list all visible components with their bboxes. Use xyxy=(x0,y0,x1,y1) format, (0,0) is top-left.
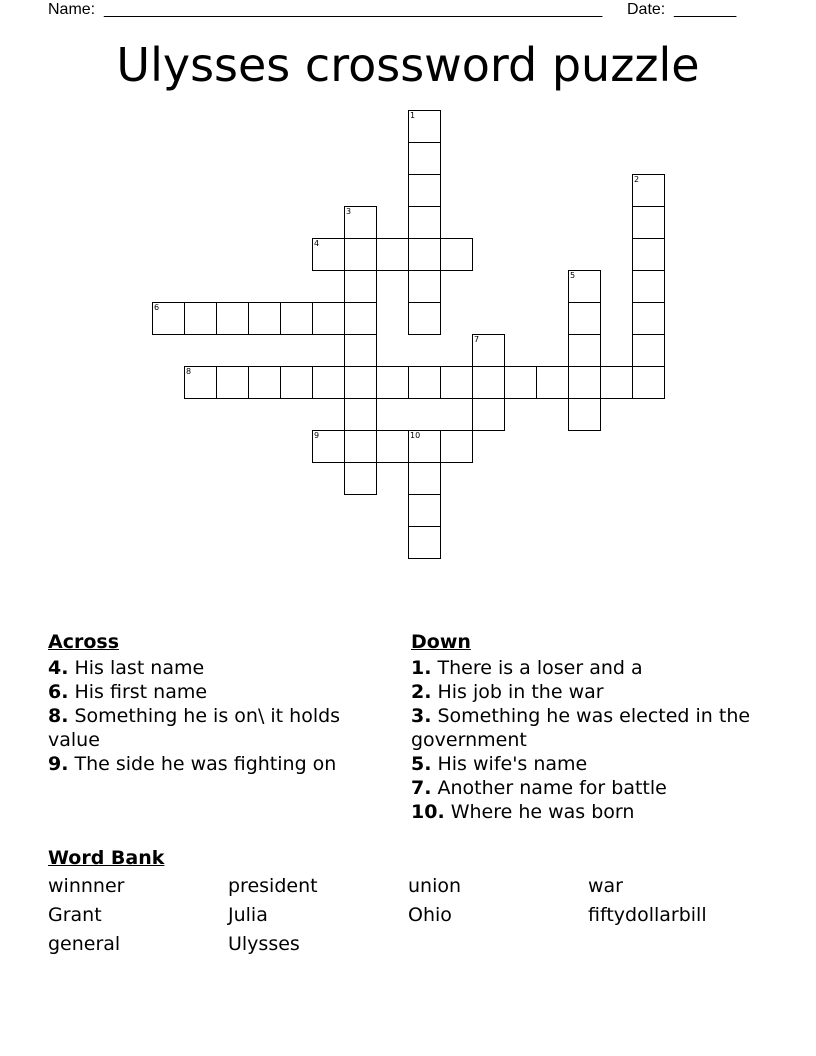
word-bank-item: Ohio xyxy=(408,904,452,926)
grid-cell[interactable] xyxy=(408,206,441,239)
clue-down-10 xyxy=(411,800,756,824)
grid-cell[interactable] xyxy=(408,366,441,399)
grid-cell[interactable] xyxy=(344,366,377,399)
clue-text: His first name xyxy=(68,681,208,703)
word-bank-item: general xyxy=(48,933,121,955)
clue-number: 3. xyxy=(411,705,432,727)
grid-cell[interactable] xyxy=(472,334,505,367)
clue-across-6 xyxy=(48,680,378,704)
grid-cell[interactable] xyxy=(280,302,313,335)
grid-cell[interactable] xyxy=(344,302,377,335)
grid-cell[interactable] xyxy=(408,174,441,207)
grid-cell[interactable] xyxy=(376,238,409,271)
grid-cell-number: 6 xyxy=(154,303,160,312)
grid-cell-number: 4 xyxy=(314,239,320,248)
grid-cell[interactable] xyxy=(408,142,441,175)
grid-cell-number: 2 xyxy=(634,175,640,184)
clue-number: 1. xyxy=(411,657,432,679)
grid-cell[interactable] xyxy=(184,366,217,399)
grid-cell[interactable] xyxy=(408,462,441,495)
grid-cell[interactable] xyxy=(408,110,441,143)
clue-text: There is a loser and a xyxy=(431,657,643,679)
grid-cell[interactable] xyxy=(568,302,601,335)
clue-number: 4. xyxy=(48,657,69,679)
word-bank-item: union xyxy=(408,875,462,897)
word-bank-item: fiftydollarbill xyxy=(588,904,707,926)
date-label: Date: xyxy=(627,1,666,18)
grid-cell[interactable] xyxy=(344,430,377,463)
word-bank-item: winnner xyxy=(48,875,125,897)
word-bank-item: Julia xyxy=(228,904,268,926)
grid-cell[interactable] xyxy=(312,430,345,463)
grid-cell[interactable] xyxy=(408,430,441,463)
grid-cell-number: 5 xyxy=(570,271,576,280)
grid-cell[interactable] xyxy=(632,366,665,399)
page-title: Ulysses crossword puzzle xyxy=(116,38,700,92)
grid-cell[interactable] xyxy=(440,430,473,463)
grid-cell[interactable] xyxy=(216,302,249,335)
clue-number: 7. xyxy=(411,777,432,799)
grid-cell[interactable] xyxy=(568,398,601,431)
grid-cell[interactable] xyxy=(632,238,665,271)
word-bank-item: Grant xyxy=(48,904,102,926)
grid-cell[interactable] xyxy=(376,430,409,463)
grid-cell[interactable] xyxy=(248,302,281,335)
grid-cell[interactable] xyxy=(248,366,281,399)
clue-text: His last name xyxy=(68,657,205,679)
grid-cell[interactable] xyxy=(632,206,665,239)
grid-cell[interactable] xyxy=(408,526,441,559)
grid-cell[interactable] xyxy=(440,238,473,271)
clue-down-1 xyxy=(411,656,756,680)
grid-cell[interactable] xyxy=(344,270,377,303)
grid-cell[interactable] xyxy=(216,366,249,399)
grid-cell[interactable] xyxy=(440,366,473,399)
clue-across-8 xyxy=(48,704,378,752)
clue-text: His wife's name xyxy=(431,753,588,775)
clue-text: Something he was elected in the government xyxy=(411,705,751,751)
clue-number: 8. xyxy=(48,705,69,727)
grid-cell[interactable] xyxy=(312,302,345,335)
clue-down-2 xyxy=(411,680,756,704)
grid-cell-number: 3 xyxy=(346,207,352,216)
grid-cell-number: 10 xyxy=(410,431,421,440)
down-clues xyxy=(411,630,756,824)
clue-text: His job in the war xyxy=(431,681,604,703)
word-bank-item: Ulysses xyxy=(228,933,300,955)
date-blank: _______ xyxy=(674,1,737,18)
grid-cell[interactable] xyxy=(632,302,665,335)
clue-text: Something he is on\ it holds value xyxy=(48,705,341,751)
grid-cell-number: 7 xyxy=(474,335,480,344)
grid-cell[interactable] xyxy=(152,302,185,335)
grid-cell[interactable] xyxy=(344,462,377,495)
grid-cell[interactable] xyxy=(536,366,569,399)
grid-cell[interactable] xyxy=(312,238,345,271)
clue-down-3 xyxy=(411,704,756,752)
grid-cell[interactable] xyxy=(568,366,601,399)
grid-cell[interactable] xyxy=(184,302,217,335)
clue-down-5 xyxy=(411,752,756,776)
clue-text: Where he was born xyxy=(444,801,635,823)
clue-down-7 xyxy=(411,776,756,800)
word-bank-heading: Word Bank xyxy=(48,847,165,869)
grid-cell[interactable] xyxy=(632,334,665,367)
grid-cell[interactable] xyxy=(376,366,409,399)
grid-cell[interactable] xyxy=(408,270,441,303)
clue-across-4 xyxy=(48,656,378,680)
grid-cell-number: 1 xyxy=(410,111,416,120)
grid-cell[interactable] xyxy=(344,206,377,239)
word-bank xyxy=(48,846,788,964)
clue-text: Another name for battle xyxy=(431,777,667,799)
grid-cell[interactable] xyxy=(568,270,601,303)
grid-cell-number: 8 xyxy=(186,367,192,376)
clue-text: The side he was fighting on xyxy=(68,753,337,775)
clue-number: 9. xyxy=(48,753,69,775)
grid-cell[interactable] xyxy=(312,366,345,399)
clue-across-9 xyxy=(48,752,378,776)
grid-cell[interactable] xyxy=(344,398,377,431)
word-bank-item: president xyxy=(228,875,318,897)
grid-cell[interactable] xyxy=(568,334,601,367)
clue-number: 10. xyxy=(411,801,445,823)
name-label: Name: xyxy=(48,1,96,18)
grid-cell[interactable] xyxy=(408,494,441,527)
clue-number: 6. xyxy=(48,681,69,703)
word-bank-item: war xyxy=(588,875,623,897)
grid-cell[interactable] xyxy=(344,238,377,271)
grid-cell[interactable] xyxy=(504,366,537,399)
grid-cell[interactable] xyxy=(472,398,505,431)
across-heading: Across xyxy=(48,631,120,653)
grid-cell[interactable] xyxy=(632,174,665,207)
across-clues xyxy=(48,630,378,776)
clue-number: 5. xyxy=(411,753,432,775)
word-bank-list xyxy=(48,874,788,964)
grid-cell[interactable] xyxy=(600,366,633,399)
grid-cell[interactable] xyxy=(472,366,505,399)
grid-cell[interactable] xyxy=(344,334,377,367)
name-blank: ________________________________________________________ xyxy=(104,1,603,18)
grid-cell[interactable] xyxy=(280,366,313,399)
grid-cell[interactable] xyxy=(408,238,441,271)
grid-cell-number: 9 xyxy=(314,431,320,440)
down-heading: Down xyxy=(411,631,471,653)
grid-cell[interactable] xyxy=(632,270,665,303)
grid-cell[interactable] xyxy=(408,302,441,335)
clue-number: 2. xyxy=(411,681,432,703)
